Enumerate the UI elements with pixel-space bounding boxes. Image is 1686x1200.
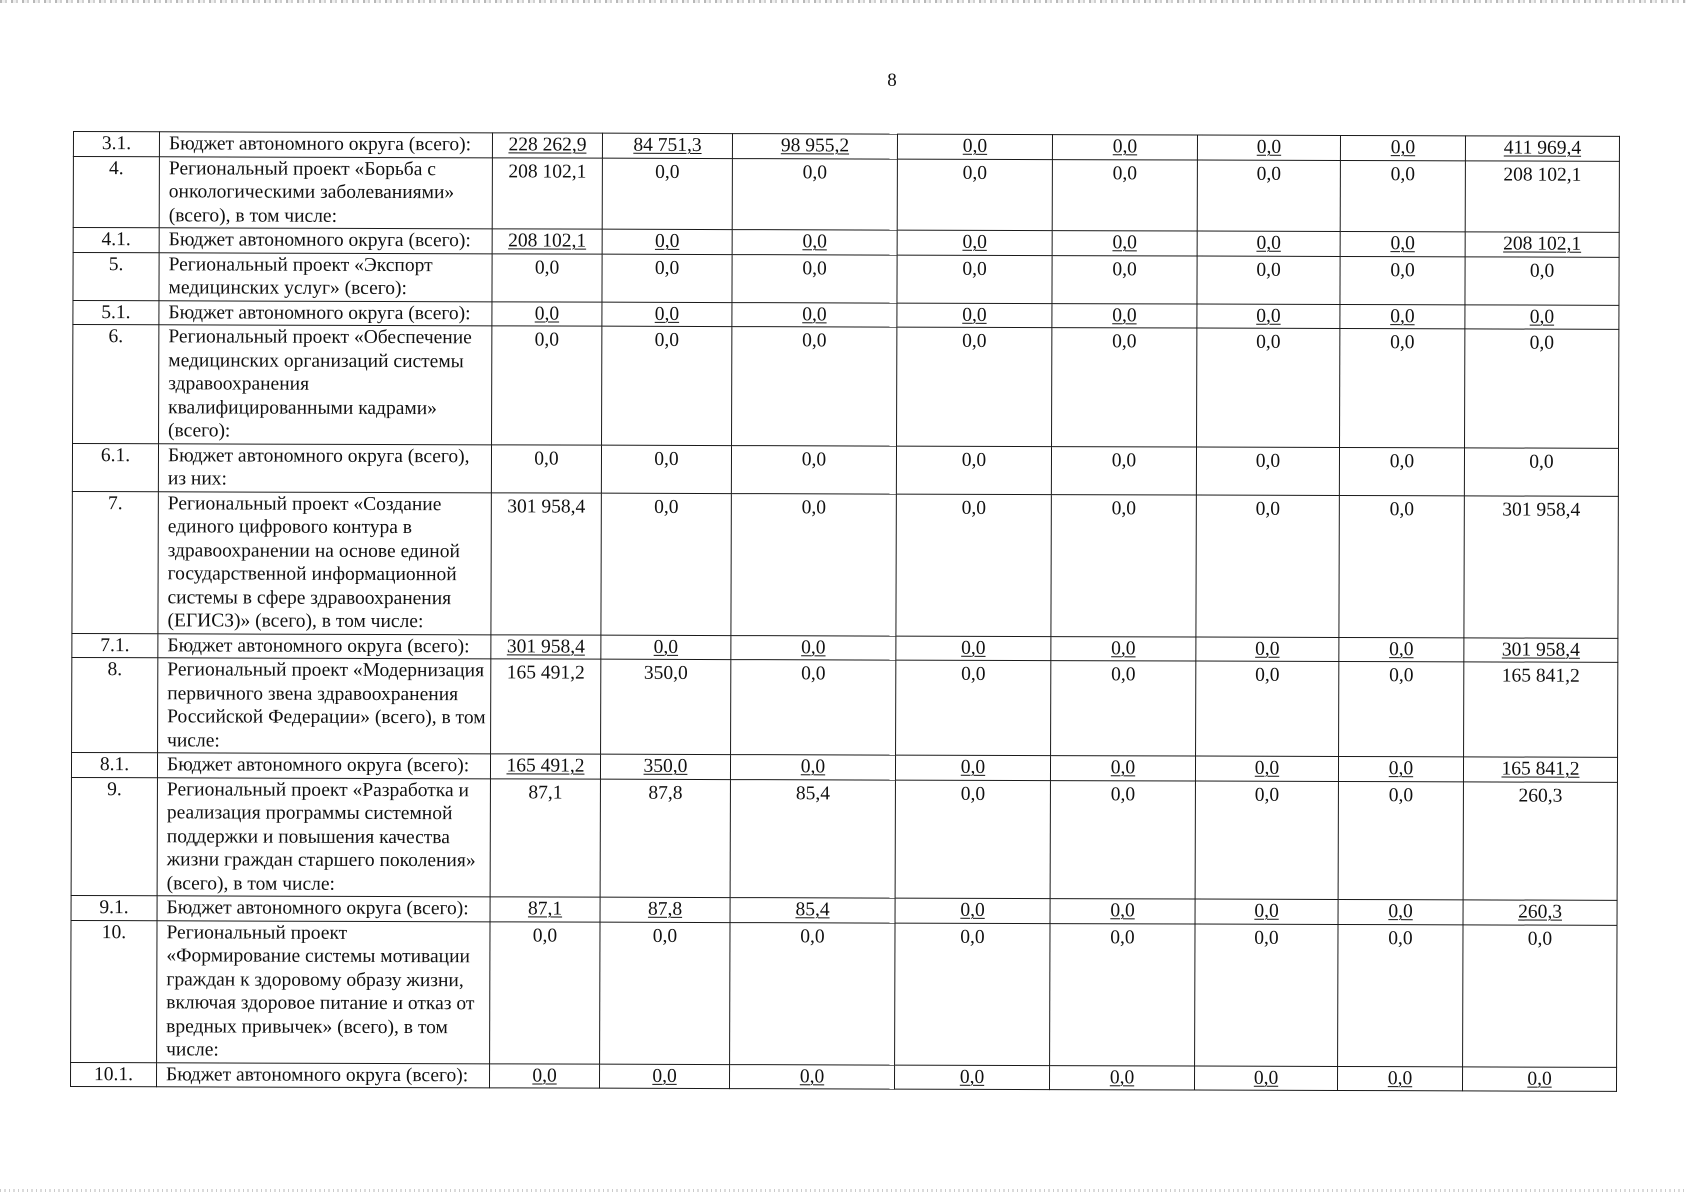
value-cell — [1050, 923, 1195, 1065]
value-text: 87,1 — [528, 781, 563, 804]
value-text: 87,8 — [648, 782, 683, 804]
value-text: 0,0 — [1255, 638, 1280, 660]
value-text: 0,0 — [1111, 637, 1136, 659]
value-cell — [1052, 135, 1197, 160]
row-total-cell — [1464, 495, 1618, 637]
row-name: Бюджет автономного округа (всего), из них: — [158, 443, 491, 492]
value-cell — [1051, 446, 1196, 494]
value-cell — [601, 493, 731, 635]
value-text: 0,0 — [1529, 332, 1555, 354]
value-text: 0,0 — [1390, 163, 1416, 185]
value-text: 0,0 — [802, 161, 828, 183]
value-cell — [1196, 637, 1339, 662]
value-text: 0,0 — [1110, 926, 1135, 948]
value-cell — [1050, 780, 1195, 899]
value-text: 411 969,4 — [1503, 137, 1582, 159]
value-cell — [897, 255, 1052, 303]
row-total-cell — [1462, 1066, 1616, 1091]
value-text: 0,0 — [960, 756, 986, 778]
value-text: 0,0 — [654, 329, 680, 351]
value-cell — [1195, 899, 1338, 924]
value-text: 260,3 — [1518, 785, 1563, 807]
value-text: 0,0 — [961, 497, 987, 519]
value-cell — [1340, 160, 1465, 232]
value-cell — [895, 755, 1050, 780]
value-cell — [490, 897, 600, 922]
value-text: 0,0 — [1256, 305, 1281, 327]
value-text: 0,0 — [653, 636, 679, 658]
value-text: 0,0 — [1111, 449, 1137, 471]
value-cell — [730, 779, 895, 898]
scan-edge-top — [0, 0, 1686, 3]
row-number: 5.1. — [73, 300, 159, 325]
value-text: 84 751,3 — [633, 134, 702, 156]
value-text: 0,0 — [799, 1065, 825, 1087]
value-cell — [1339, 495, 1464, 637]
value-cell — [492, 229, 602, 254]
value-cell — [1339, 661, 1464, 756]
table-row — [70, 1062, 1616, 1091]
value-text: 0,0 — [1388, 784, 1414, 806]
value-text: 0,0 — [1110, 757, 1136, 779]
value-cell — [1197, 231, 1340, 256]
value-text: 0,0 — [961, 663, 986, 685]
row-total-cell — [1465, 329, 1619, 448]
row-number: 4.1. — [73, 228, 159, 253]
value-cell — [732, 327, 897, 446]
value-text: 0,0 — [1389, 638, 1414, 660]
value-text: 0,0 — [1389, 450, 1415, 472]
value-cell — [894, 1065, 1049, 1090]
value-text: 0,0 — [534, 329, 560, 351]
value-text: 0,0 — [1390, 233, 1415, 255]
value-cell — [492, 133, 602, 158]
value-text: 0,0 — [534, 256, 560, 279]
value-cell — [602, 326, 732, 445]
value-text: 0,0 — [1254, 900, 1279, 922]
value-cell — [492, 253, 602, 301]
scan-edge-bottom — [0, 1189, 1686, 1192]
value-cell — [600, 897, 730, 922]
value-cell — [490, 778, 600, 897]
value-cell — [1340, 328, 1465, 447]
value-cell — [491, 492, 601, 634]
value-text: 0,0 — [961, 637, 986, 659]
value-text: 165 491,2 — [506, 755, 585, 777]
value-text: 0,0 — [1388, 758, 1414, 780]
value-cell — [600, 922, 730, 1064]
value-cell — [895, 780, 1050, 899]
value-text: 0,0 — [1112, 162, 1138, 184]
value-text: 0,0 — [1254, 927, 1279, 949]
value-text: 0,0 — [1109, 1066, 1135, 1088]
value-text: 301 958,4 — [507, 495, 586, 518]
value-text: 0,0 — [800, 756, 826, 778]
value-cell — [895, 923, 1050, 1065]
value-text: 0,0 — [801, 663, 826, 685]
value-text: 0,0 — [1390, 259, 1415, 281]
value-text: 0,0 — [960, 926, 985, 948]
value-text: 0,0 — [1390, 305, 1415, 327]
value-text: 165 491,2 — [506, 662, 585, 684]
row-number: 9.1. — [71, 895, 157, 920]
row-number: 4. — [73, 156, 159, 228]
value-text: 0,0 — [532, 1064, 557, 1087]
row-total-cell — [1463, 924, 1617, 1066]
value-text: 0,0 — [1255, 450, 1281, 472]
value-text: 0,0 — [1254, 757, 1280, 779]
row-name: Региональный проект «Создание единого цифрового контура в здравоохранении на основе единой государственной информационной системы в сфере здравоохранения (ЕГИСЗ)» (всего), в том числе: — [158, 491, 491, 634]
value-text: 0,0 — [1529, 306, 1555, 328]
page-number: 8 — [887, 70, 897, 91]
table-row — [72, 443, 1618, 496]
table-row — [73, 156, 1619, 232]
row-number: 9. — [71, 777, 157, 896]
value-text: 0,0 — [801, 448, 827, 470]
value-cell — [730, 755, 895, 780]
row-name: Региональный проект «Обеспечение медицинских организаций системы здравоохранения квалифицированными кадрами» (всего): — [159, 325, 492, 445]
value-text: 0,0 — [1112, 258, 1137, 280]
value-cell — [1049, 1065, 1194, 1090]
value-text: 0,0 — [1112, 304, 1137, 326]
value-cell — [1050, 899, 1195, 924]
value-cell — [1194, 1066, 1337, 1091]
value-text: 0,0 — [800, 925, 825, 947]
value-cell — [895, 898, 1050, 923]
value-cell — [896, 446, 1051, 494]
value-cell — [490, 921, 600, 1063]
value-text: 85,4 — [795, 782, 831, 804]
value-text: 0,0 — [1256, 163, 1282, 185]
table-row — [71, 777, 1617, 900]
value-text: 0,0 — [1255, 498, 1281, 520]
value-cell — [492, 157, 602, 229]
value-cell — [897, 159, 1052, 231]
value-text: 301 958,4 — [1502, 498, 1581, 521]
value-cell — [1338, 756, 1463, 781]
row-name: Региональный проект «Формирование системы мотивации граждан к здоровому образу жизни, включая здоровое питание и отказ от вредных привычек» (всего), в том числе: — [157, 920, 490, 1063]
value-cell — [1052, 255, 1197, 303]
value-cell — [601, 635, 731, 660]
value-text: 0,0 — [1112, 232, 1137, 254]
value-text: 0,0 — [652, 1065, 677, 1087]
row-total-cell — [1465, 232, 1619, 257]
value-text: 0,0 — [802, 257, 827, 279]
value-cell — [896, 660, 1051, 755]
value-text: 0,0 — [1256, 136, 1282, 158]
value-cell — [602, 158, 732, 230]
value-cell — [600, 754, 730, 779]
row-number: 6.1. — [72, 443, 158, 491]
value-cell — [729, 1064, 894, 1089]
value-text: 0,0 — [1112, 331, 1137, 353]
row-total-cell — [1464, 637, 1618, 662]
value-cell — [731, 660, 896, 756]
value-cell — [1052, 159, 1197, 231]
row-number: 8. — [72, 657, 158, 752]
value-text: 0,0 — [1529, 260, 1555, 282]
value-text: 0,0 — [1388, 927, 1413, 949]
value-cell — [1197, 160, 1340, 232]
value-text: 0,0 — [532, 924, 558, 947]
value-cell — [602, 254, 732, 302]
value-cell — [602, 133, 732, 158]
value-cell — [732, 254, 897, 303]
table-row — [71, 920, 1617, 1067]
value-cell — [602, 229, 732, 254]
value-text: 87,8 — [647, 898, 683, 920]
value-cell — [490, 754, 600, 779]
row-number: 10. — [71, 920, 157, 1062]
value-cell — [1339, 637, 1464, 662]
value-text: 0,0 — [534, 447, 559, 470]
value-text: 0,0 — [1254, 784, 1280, 806]
value-cell — [1197, 256, 1340, 304]
value-text: 85,4 — [795, 899, 830, 921]
value-cell — [732, 302, 897, 327]
value-cell — [489, 1063, 599, 1088]
value-cell — [731, 635, 896, 660]
value-text: 208 102,1 — [508, 230, 587, 252]
value-text: 0,0 — [654, 303, 680, 325]
value-text: 0,0 — [1390, 332, 1415, 354]
value-text: 0,0 — [962, 258, 987, 280]
value-cell — [1337, 1066, 1462, 1091]
value-text: 0,0 — [962, 231, 987, 253]
table-row — [72, 491, 1618, 638]
value-text: 0,0 — [1390, 137, 1416, 159]
value-cell — [1338, 899, 1463, 924]
value-text: 98 955,2 — [780, 135, 850, 157]
row-name: Региональный проект «Разработка и реализация программы системной поддержки и повышения качества жизни граждан старшего поколения» (всего), в том числе: — [157, 777, 490, 897]
value-cell — [1340, 135, 1465, 160]
value-text: 350,0 — [643, 662, 688, 684]
row-name: Региональный проект «Экспорт медицинских услуг» (всего): — [159, 252, 492, 301]
value-cell — [1051, 661, 1196, 756]
row-number: 10.1. — [70, 1062, 156, 1087]
value-cell — [731, 445, 896, 494]
row-total-cell — [1464, 662, 1618, 757]
value-text: 260,3 — [1518, 901, 1563, 923]
value-cell — [492, 301, 602, 326]
value-text: 0,0 — [960, 783, 986, 805]
value-cell — [599, 1064, 729, 1089]
value-text: 0,0 — [1253, 1067, 1279, 1089]
row-total-cell — [1464, 447, 1618, 495]
value-cell — [600, 779, 730, 898]
value-cell — [730, 922, 895, 1065]
value-cell — [492, 326, 602, 445]
value-text: 0,0 — [1112, 136, 1138, 158]
value-cell — [1195, 781, 1338, 900]
row-name: Бюджет автономного округа (всего): — [157, 753, 490, 779]
value-text: 208 102,1 — [1503, 233, 1582, 255]
value-cell — [1338, 781, 1463, 900]
value-text: 0,0 — [1527, 1068, 1552, 1090]
row-number: 6. — [73, 325, 159, 444]
value-cell — [730, 898, 895, 923]
value-cell — [1339, 447, 1464, 495]
value-text: 0,0 — [962, 162, 988, 184]
table-row — [73, 252, 1619, 305]
row-total-cell — [1465, 304, 1619, 329]
value-cell — [732, 158, 897, 230]
budget-table — [70, 131, 1620, 1092]
row-number: 5. — [73, 252, 159, 300]
row-name: Региональный проект «Борьба с онкологическими заболеваниями» (всего), в том числе: — [159, 156, 492, 229]
value-text: 0,0 — [654, 448, 679, 470]
row-total-cell — [1463, 757, 1617, 782]
value-text: 0,0 — [654, 257, 680, 279]
value-cell — [1197, 135, 1340, 160]
value-text: 0,0 — [802, 231, 827, 253]
row-name: Бюджет автономного округа (всего): — [159, 228, 492, 254]
value-text: 165 841,2 — [1501, 758, 1580, 780]
row-total-cell — [1465, 256, 1619, 304]
row-name: Бюджет автономного округа (всего): — [156, 1062, 489, 1088]
value-text: 301 958,4 — [1501, 638, 1580, 661]
value-cell — [897, 327, 1052, 446]
value-text: 0,0 — [652, 925, 678, 947]
value-cell — [1051, 494, 1196, 636]
value-text: 208 102,1 — [1503, 163, 1582, 186]
row-name: Бюджет автономного округа (всего): — [157, 896, 490, 922]
row-name: Бюджет автономного округа (всего): — [158, 633, 491, 659]
value-text: 0,0 — [1111, 497, 1137, 519]
value-text: 350,0 — [643, 755, 688, 777]
value-text: 0,0 — [962, 304, 987, 326]
value-text: 0,0 — [655, 161, 680, 183]
value-cell — [1195, 924, 1338, 1066]
value-cell — [602, 302, 732, 327]
value-text: 0,0 — [1527, 928, 1553, 950]
value-cell — [601, 659, 731, 754]
value-text: 0,0 — [1256, 259, 1281, 281]
value-text: 0,0 — [802, 330, 827, 352]
value-cell — [1340, 256, 1465, 304]
row-total-cell — [1463, 781, 1617, 900]
value-text: 0,0 — [1387, 1067, 1413, 1089]
value-cell — [1340, 304, 1465, 329]
value-text: 0,0 — [961, 449, 987, 471]
value-text: 0,0 — [1389, 498, 1415, 520]
table-row — [72, 657, 1618, 757]
value-cell — [1196, 495, 1339, 637]
value-cell — [732, 134, 897, 159]
value-cell — [1338, 924, 1463, 1066]
value-text: 0,0 — [962, 330, 987, 352]
value-cell — [491, 634, 601, 659]
value-text: 0,0 — [1255, 664, 1280, 686]
row-total-cell — [1465, 136, 1619, 161]
table-row — [73, 325, 1619, 448]
value-cell — [1052, 231, 1197, 256]
value-text: 0,0 — [960, 899, 985, 921]
row-name: Бюджет автономного округа (всего): — [159, 300, 492, 326]
value-text: 0,0 — [1111, 664, 1136, 686]
value-cell — [1052, 328, 1197, 447]
value-cell — [732, 230, 897, 255]
value-cell — [601, 445, 731, 493]
value-text: 208 102,1 — [508, 160, 587, 183]
value-cell — [491, 659, 601, 754]
value-cell — [897, 303, 1052, 328]
value-text: 0,0 — [1529, 451, 1554, 473]
row-name: Региональный проект «Модернизация первичного звена здравоохранения Российской Федерации» (всего), в том числе: — [158, 658, 491, 754]
value-cell — [1196, 447, 1339, 495]
value-cell — [1050, 756, 1195, 781]
value-text: 0,0 — [534, 302, 560, 325]
value-cell — [897, 230, 1052, 255]
value-cell — [896, 494, 1051, 636]
row-total-cell — [1465, 160, 1619, 232]
value-cell — [491, 444, 601, 492]
value-text: 165 841,2 — [1501, 665, 1580, 687]
value-text: 0,0 — [1256, 331, 1281, 353]
value-text: 87,1 — [527, 898, 563, 920]
row-number: 8.1. — [71, 752, 157, 777]
row-number: 7.1. — [72, 633, 158, 658]
row-name: Бюджет автономного округа (всего): — [159, 132, 492, 158]
value-text: 0,0 — [1388, 901, 1413, 923]
value-text: 0,0 — [1256, 232, 1281, 254]
value-text: 0,0 — [959, 1066, 985, 1088]
value-text: 0,0 — [802, 303, 827, 325]
value-text: 0,0 — [654, 496, 679, 518]
value-cell — [1340, 231, 1465, 256]
value-cell — [731, 493, 896, 636]
row-total-cell — [1463, 900, 1617, 925]
row-number: 7. — [72, 491, 158, 633]
value-cell — [1051, 636, 1196, 661]
value-cell — [1196, 661, 1339, 756]
value-cell — [1052, 303, 1197, 328]
value-cell — [897, 134, 1052, 159]
value-text: 0,0 — [1110, 900, 1135, 922]
value-text: 301 958,4 — [506, 635, 585, 658]
value-cell — [896, 636, 1051, 661]
value-text: 0,0 — [801, 496, 827, 518]
value-cell — [1195, 756, 1338, 781]
table-body — [70, 132, 1619, 1092]
value-text: 0,0 — [1389, 665, 1414, 687]
row-number: 3.1. — [73, 132, 159, 157]
value-text: 228 262,9 — [508, 134, 587, 156]
value-text: 0,0 — [654, 230, 680, 252]
value-text: 0,0 — [962, 135, 988, 157]
value-cell — [1197, 304, 1340, 329]
value-cell — [1197, 328, 1340, 447]
value-text: 0,0 — [801, 636, 826, 658]
value-text: 0,0 — [1110, 783, 1136, 805]
